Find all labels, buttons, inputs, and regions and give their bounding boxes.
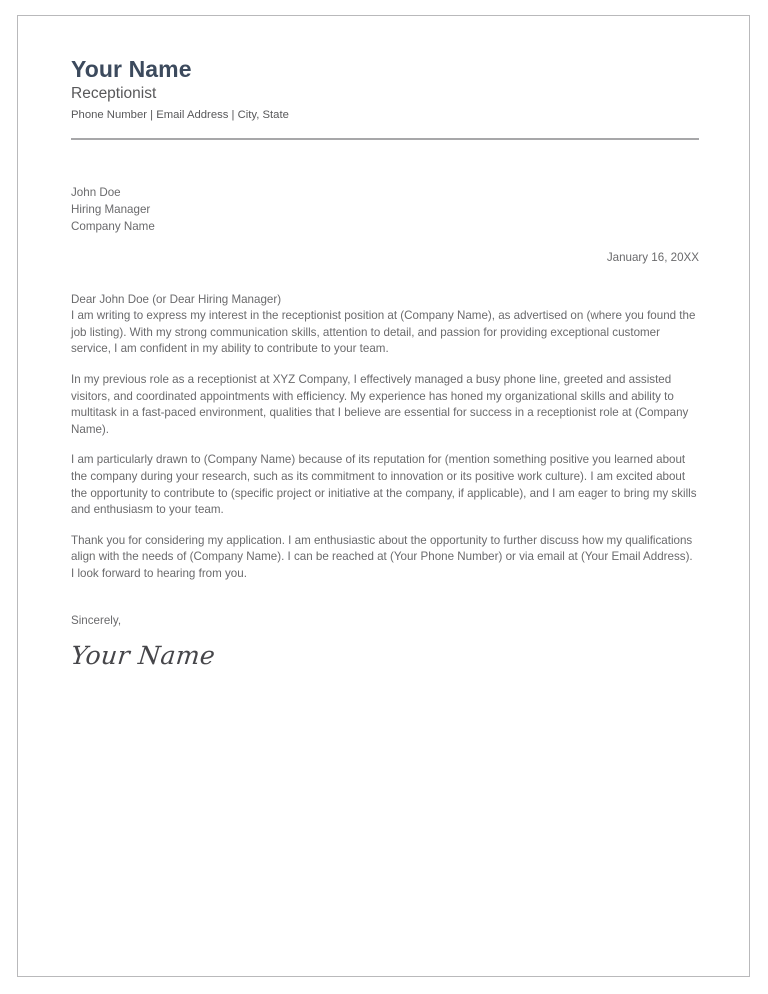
body-paragraph-4: Thank you for considering my application. I am enthusiastic about the opportunity to further discuss how my qualifications align with the needs of (Company Name). I can be reached at (Your Phone Number) or via email at (Your Email Address). I look forward to hearing from you. xyxy=(71,533,693,581)
body-paragraph-2: In my previous role as a receptionist at XYZ Company, I effectively managed a busy phone line, greeted and assisted visitors, and coordinated appointments with efficiency. My experience has honed my organizational skills and ability to multitask in a fast-paced environment, qualities that I believe are essential for success in a receptionist role at (Company Name). xyxy=(71,373,689,436)
recipient-title: Hiring Manager xyxy=(71,202,151,216)
letter-date: January 16, 20XX xyxy=(606,250,699,264)
body-paragraph-1: I am writing to express my interest in the receptionist position at (Company Name), as advertised on (where you found the job listing). With my strong communication skills, attention to detail, and passion for providing exceptional customer service, I am confident in my ability to contribute to your team. xyxy=(71,309,696,356)
applicant-job-title: Receptionist xyxy=(71,85,157,103)
salutation: Dear John Doe (or Dear Hiring Manager) xyxy=(71,292,282,306)
letter-body xyxy=(71,292,699,583)
signature: Your Name xyxy=(69,641,217,671)
recipient-block xyxy=(71,184,699,235)
applicant-name: Your Name xyxy=(71,56,192,82)
letterhead xyxy=(71,56,699,140)
body-paragraph-3: I am particularly drawn to (Company Name) because of its reputation for (mention something positive you learned about the company during your research, such as its commitment to innovation or its positive work culture). I am excited about the opportunity to contribute to (specific project or initiative at the company, if applicable), and I am eager to bring my skills and enthusiasm to your team. xyxy=(71,453,697,517)
closing-line: Sincerely, xyxy=(71,613,122,627)
applicant-contact-line: Phone Number | Email Address | City, State xyxy=(71,109,289,122)
header-divider xyxy=(71,138,699,140)
document-content xyxy=(69,56,699,671)
recipient-name: John Doe xyxy=(71,185,121,199)
recipient-company: Company Name xyxy=(71,219,155,233)
document-page xyxy=(17,15,750,977)
